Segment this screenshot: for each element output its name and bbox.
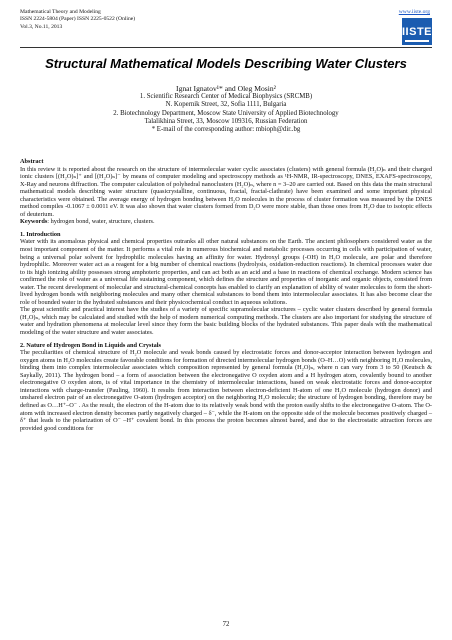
corresponding-email: * E-mail of the corresponding author: mbioph@dir..bg <box>151 126 301 134</box>
affiliation-line: 1. Scientific Research Center of Medical Biophysics (SRCMB) <box>139 93 313 101</box>
journal-issn: ISSN 2224-5804 (Paper) ISSN 2225-0522 (Online) <box>20 16 136 23</box>
paper-body <box>20 158 432 432</box>
abstract-text: In this review it is reported about the research on the structure of intermolecular water cyclic associates (clusters) with general formula (H₂O)ₙ and their charged ionic clusters [(H₂O)ₙ]⁺ and [(H₂O)ₙ]⁻ by means of computer modeling and spectroscopy methods as ¹H-NMR, IR-spectroscopy, DNES, EXAFS-spectroscopy, X-Ray and neurons diffraction. The computer calculation of polyhedral nanoclusters (H₂O)ₙ, where n = 3–20 are carried out. Based on this data the main structural mathematical models describing water structure (quasicrystalline, continuous, fractal, fractal-clathrate) have been examined and some important physical characteristics were obtained. The average energy of hydrogen bonding between H₂O molecules in the process of cluster formation was measured by the DNES method compiles -0.1067 ± 0.0011 eV. It was also shown that water clusters formed from D₂O were more stable, than those ones from H₂O due to isotopic effects of deuterium. <box>20 165 432 218</box>
affiliation-line: N. Kopernik Street, 32, Sofia 1111, Bulgaria <box>165 101 287 109</box>
author-block <box>20 84 432 134</box>
journal-name: Mathematical Theory and Modeling <box>20 9 101 15</box>
keywords-text: : hydrogen bond, water, structure, clusters. <box>47 218 155 226</box>
section-heading: 2. Nature of Hydrogen Bond in Liquids and Crystals <box>20 341 161 349</box>
affiliation-line: 2. Biotechnology Department, Moscow State University of Applied Biotechnology <box>113 109 339 117</box>
authors: Ignat Ignatov¹* and Oleg Mosin² <box>176 84 276 93</box>
journal-url-link[interactable]: www.iiste.org <box>398 9 430 15</box>
iiste-logo: IISTE <box>402 18 432 45</box>
journal-volume: Vol.3, No.11, 2013 <box>20 23 63 30</box>
affiliation-line: Talalikhina Street, 33, Moscow 109316, Russian Federation <box>144 117 308 125</box>
header-divider <box>20 47 432 48</box>
page-number: 72 <box>222 621 230 628</box>
paper-title: Structural Mathematical Models Describing Water Clusters <box>45 56 407 71</box>
keywords-label: Keywords <box>20 218 48 226</box>
abstract-heading: Abstract <box>20 158 44 165</box>
paragraph: Water with its anomalous physical and chemical properties outranks all other natural substances on the Earth. The ancient philosophers considered water as the most important component of the matter. It performs a vital role in numerous biochemical and metabolic processes occurring in cells with participation of water, being a universal polar solvent for hydrophilic molecules having an affinity for water. Hydroxyl groups (-OH) in H₂O molecule, are polar and therefore hydrophilic. Moreover water act as a reagent for a big number of chemical reactions (hydrolysis, oxidation-reduction reactions). In chemical processes water due to its high ionizing ability possesses strong amphoteric properties, and can act both as an acid and a base in reactions of chemical exchange. Modern science has confirmed the role of water as a universal life sustaining component, which defines the structure and properties of inorganic and organic objects, consisted from water. The recent development of molecular and structural-chemical concepts has enabled to clarify an explanation of ability of water molecules to form the short-lived hydrogen bonds with neighboring molecules and many other chemical substances to bond them into intermolecular associates. It has also become clear the role of bounded water in the hydrated substances and their physicochemical conduct in aqueous solutions. <box>20 238 432 306</box>
keywords <box>20 218 432 226</box>
paragraph: The peculiarities of chemical structure of H₂O molecule and weak bonds caused by electrostatic forces and donor-acceptor interaction between hydrogen and oxygen atoms in H₂O molecules create favorable conditions for formation of directed intermolecular hydrogen bonds (O–H…O) with neighboring H₂O molecules, binding them into complex intermolecular associates which composition represented by general formula (H₂O)ₙ, where n can vary from 3 to 50 (Keutsch & Saykally, 2011). The hydrogen bond – a form of association between the electronegative O oxyden atom and a H hydrogen atom, covalently bound to another electronegative O oxyden atom, is of vital importance in the chemistry of intermolecular interactions, based on weak electrostatic forces and donor-acceptor interactions with charge-transfer (Pauling, 1960). It results from interaction between electron-deficient H-atom of one H₂O molecule (hydrogen donor) and unshared electron pair of an electronegative O-atom (hydrogen acceptor) on the neighboring H₂O molecule; the structure of hydrogen bonding, therefore may be defined as O…H⁺–O⁻ . As the result, the electron of the H-atom due to its relatively weak bond with the proton easily shifts to the electronegative O-atom. The O-atom with increased electron density becomes partly negatively charged – δ⁻, while the H-atom on the opposite side of the molecule becomes positively charged – δ⁺ that leads to the polarization of O⁻ –H⁺ covalent bond. In this process the proton becomes almost bared, and due to the electrostatic attraction forces are provided good conditions for <box>20 349 432 432</box>
section-heading: 1. Introduction <box>20 230 61 238</box>
journal-header <box>20 9 135 31</box>
paragraph: The great scientific and practical interest have the studies of a variety of specific supramolecular structures – cyclic water clusters described by general formula (H₂O)ₙ, which may be calculated and studied with the help of modern numerical computing methods. The clusters are also important for studying the structure of water and hydration phenomena at molecular level since they form the basic building blocks of the hydrated substances. This paper deals with the mathematical modeling of the water structure and water associates. <box>20 306 432 337</box>
